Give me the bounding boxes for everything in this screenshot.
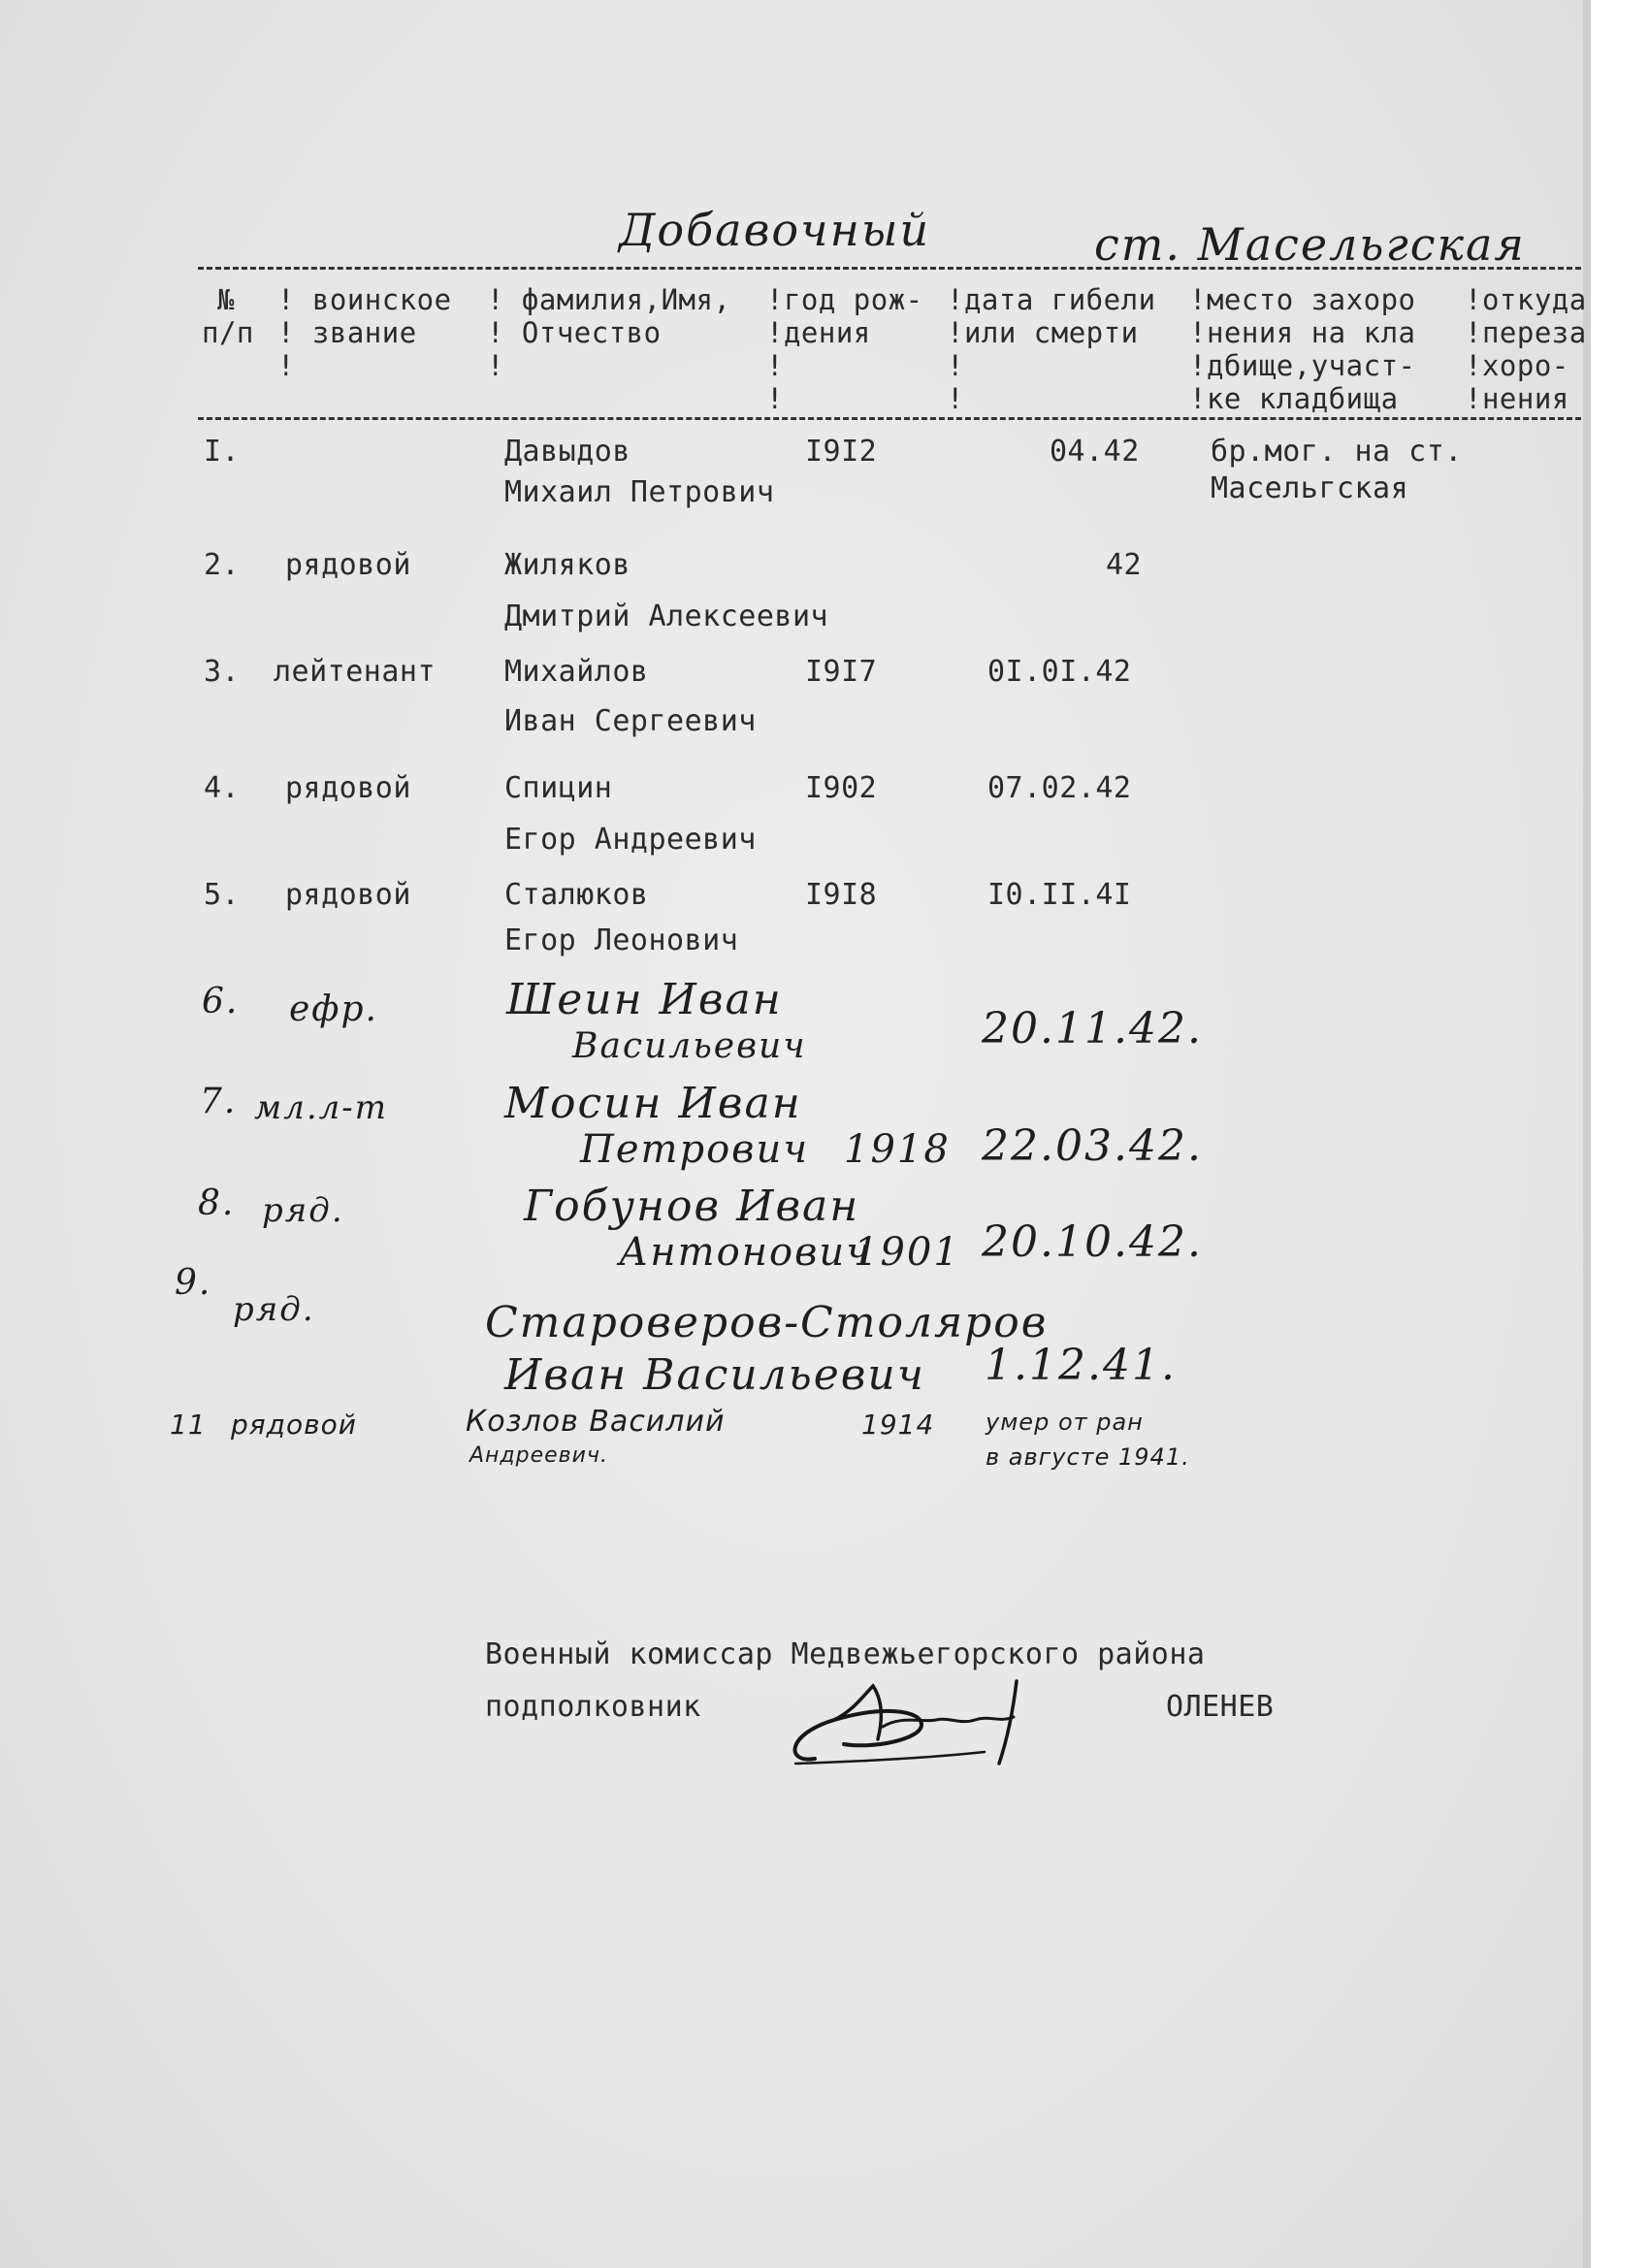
row-rank: ефр. — [289, 989, 378, 1029]
row-death: 07.02.42 — [987, 771, 1132, 805]
row-surname: Спицин — [504, 771, 613, 805]
row-surname: Михайлов — [504, 655, 649, 689]
row-surname: Давыдов — [504, 435, 630, 469]
column-header-death: !дата гибели !или смерти ! ! — [947, 283, 1156, 415]
row-number: 8. — [198, 1183, 236, 1223]
row-rank: ряд. — [262, 1191, 344, 1230]
column-header-rank: ! воинское ! звание ! — [277, 283, 452, 382]
row-number: 2. — [204, 548, 241, 582]
row-patronymic: Егор Андреевич — [504, 823, 757, 857]
row-number: I. — [204, 435, 241, 469]
row-rank: мл.л-т — [254, 1088, 389, 1127]
footer-commissar-title: Военный комиссар Медвежьегорского района — [485, 1637, 1206, 1671]
row-death: 20.10.42. — [982, 1217, 1203, 1267]
row-patronymic: Дмитрий Алексеевич — [504, 599, 829, 633]
row-patronymic: Михаил Петрович — [504, 475, 775, 509]
row-surname: Жиляков — [504, 548, 630, 582]
column-header-name: ! фамилия,Имя, ! Отчество ! — [487, 283, 731, 382]
row-birth: I9I2 — [805, 435, 878, 469]
row-number: 9. — [175, 1263, 212, 1303]
footer-name: ОЛЕНЕВ — [1166, 1690, 1275, 1724]
row-death-1: умер от ран — [986, 1409, 1144, 1436]
row-birth: 1901 — [854, 1230, 960, 1275]
row-rank: ряд. — [233, 1290, 315, 1329]
row-death: 42 — [1106, 548, 1143, 582]
column-header-number: № п/п — [202, 283, 254, 349]
row-surname: Староверов-Столяров — [485, 1298, 1049, 1347]
row-rank: лейтенант — [274, 655, 436, 689]
row-birth: I9I7 — [805, 655, 878, 689]
row-death: 22.03.42. — [982, 1121, 1203, 1171]
row-birth: 1918 — [844, 1127, 951, 1172]
row-death: 20.11.42. — [982, 1004, 1203, 1053]
signature-image — [776, 1667, 1067, 1783]
row-surname: Козлов Василий — [466, 1405, 726, 1439]
column-header-birth: !год рож- !дения ! ! — [766, 283, 923, 415]
row-rank: рядовой — [285, 878, 411, 912]
row-birth: I902 — [805, 771, 878, 805]
row-number: 6. — [202, 982, 240, 1021]
row-death: I0.II.4I — [987, 878, 1132, 912]
row-death: 1.12.41. — [985, 1341, 1177, 1390]
row-birth: I9I8 — [805, 878, 878, 912]
row-surname: Гобунов Иван — [524, 1182, 860, 1231]
header-bottom-rule — [198, 417, 1581, 420]
row-rank: рядовой — [231, 1409, 357, 1441]
row-number: 11 — [170, 1409, 207, 1441]
header-top-rule — [198, 267, 1581, 270]
row-surname: Мосин Иван — [504, 1079, 802, 1128]
row-patronymic: Егор Леонович — [504, 923, 739, 957]
row-patronymic: Иван Васильевич — [504, 1350, 926, 1400]
row-burial-2: Масельгская — [1211, 471, 1409, 505]
row-death: 0I.0I.42 — [987, 655, 1132, 689]
row-patronymic: Антонович — [619, 1230, 873, 1275]
row-rank: рядовой — [285, 548, 411, 582]
column-header-burial: !место захоро !нения на кла !дбище,участ- !ке кладбища — [1189, 283, 1416, 415]
row-patronymic: Иван Сергеевич — [504, 704, 757, 738]
row-burial-1: бр.мог. на ст. — [1211, 435, 1463, 469]
row-patronymic: Васильевич — [572, 1026, 807, 1066]
row-surname: Шеин Иван — [506, 975, 783, 1024]
row-death-2: в августе 1941. — [986, 1443, 1190, 1471]
row-number: 5. — [204, 878, 241, 912]
row-surname: Сталюков — [504, 878, 649, 912]
row-rank: рядовой — [285, 771, 411, 805]
row-patronymic: Андреевич. — [469, 1443, 608, 1468]
footer-rank: подполковник — [485, 1690, 701, 1724]
row-number: 4. — [204, 771, 241, 805]
row-death: 04.42 — [1050, 435, 1140, 469]
column-header-origin: !откуда !переза !хоро- !нения — [1465, 283, 1587, 415]
row-patronymic: Петрович — [580, 1127, 810, 1172]
row-number: 3. — [204, 655, 241, 689]
title-right: ст. Масельгская — [1094, 218, 1526, 271]
row-birth: 1914 — [861, 1409, 935, 1441]
row-number: 7. — [200, 1082, 238, 1121]
title-left: Добавочный — [619, 204, 931, 256]
